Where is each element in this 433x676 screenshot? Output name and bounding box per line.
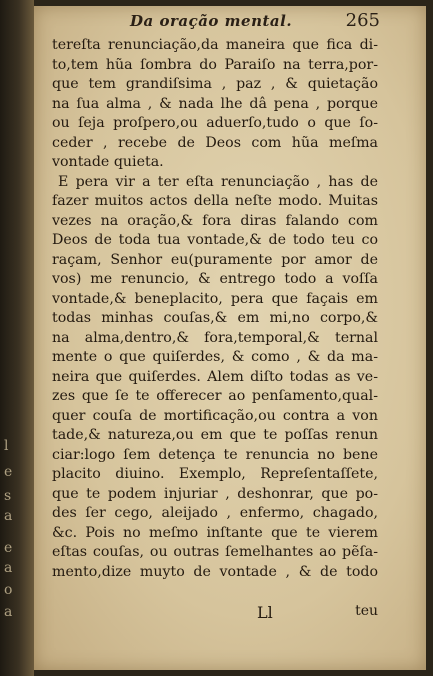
catchword: teu bbox=[355, 603, 378, 619]
facing-page-letter: o bbox=[4, 582, 13, 598]
facing-page-letter: l bbox=[4, 438, 9, 454]
text-line: ceder , recebe de Deos com hũa meſma bbox=[52, 134, 378, 151]
facing-page-letter: a bbox=[4, 508, 13, 524]
text-line: quer couſa de mortificação,ou contra a von bbox=[52, 407, 378, 424]
text-line: na alma,dentro,& fora,temporal,& ternal bbox=[52, 329, 378, 346]
text-line: que te podem injuriar , deshonrar, que po- bbox=[52, 485, 378, 502]
book-gutter bbox=[0, 0, 34, 676]
text-line: raçam, Senhor eu(puramente por amor de bbox=[52, 251, 378, 268]
text-line: mente o que quiſerdes, & como , & da ma- bbox=[52, 349, 378, 365]
text-line: eſtas couſas, ou outras ſemelhantes ao pẽſa- bbox=[52, 544, 378, 560]
text-line: placito diuino. Exemplo, Repreſentaſſete, bbox=[52, 466, 378, 482]
text-line: tade,& natureza,ou em que te poſſas renun bbox=[52, 427, 378, 443]
running-title: Da oração mental. bbox=[130, 12, 293, 30]
text-line: to,tem hũa ſombra do Paraiſo na terra,por- bbox=[52, 56, 378, 73]
text-line: Deos de toda tua vontade,& de todo teu co bbox=[52, 232, 378, 248]
facing-page-letter: e bbox=[4, 464, 13, 480]
text-line: ou ſeja proſpero,ou aduerſo,tudo o que ſo- bbox=[52, 115, 378, 131]
page-number: 265 bbox=[345, 10, 380, 31]
body-text bbox=[52, 36, 378, 582]
facing-page-letter: a bbox=[4, 604, 13, 620]
text-line: fazer muitos actos della neſte modo. Muitas bbox=[52, 193, 378, 209]
page-footer bbox=[52, 603, 378, 623]
text-line: &c. Pois no meſmo inſtante que te vierem bbox=[52, 524, 378, 541]
text-line: neira que quiſerdes. Alem diſto todas as ve- bbox=[52, 368, 378, 385]
text-line: todas minhas couſas,& em mi,no corpo,& bbox=[52, 310, 378, 326]
text-line: des ſer cego, aleijado , enfermo, chagado, bbox=[52, 505, 378, 521]
text-line: vontade,& beneplacito, pera que façais em bbox=[52, 290, 378, 307]
signature-mark: Ll bbox=[257, 603, 273, 622]
text-line: zes que ſe te offerecer ao penſamento,qual- bbox=[52, 388, 378, 404]
facing-page-letter: a bbox=[4, 560, 13, 576]
text-line: na ſua alma , & nada lhe dâ pena , porque bbox=[52, 95, 378, 112]
text-line: vezes na oração,& fora diras falando com bbox=[52, 212, 378, 229]
page-header bbox=[130, 10, 380, 36]
text-line: vontade quieta. bbox=[52, 154, 164, 170]
text-line: ciar:logo ſem detença te renuncia no bene bbox=[52, 446, 378, 463]
text-line: tereſta renunciação,da maneira que fica di- bbox=[52, 37, 378, 53]
text-line: vos) me renuncio, & entrego todo a voſſa bbox=[52, 271, 378, 287]
text-line: E pera vir a ter eſta renunciação , has de bbox=[58, 173, 378, 190]
facing-page-letter: s bbox=[4, 488, 12, 504]
text-line: que tem grandiſsima , paz , & quietação bbox=[52, 76, 378, 92]
text-line: mento,dize muyto de vontade , & de todo bbox=[52, 563, 378, 580]
facing-page-letter: e bbox=[4, 540, 13, 556]
